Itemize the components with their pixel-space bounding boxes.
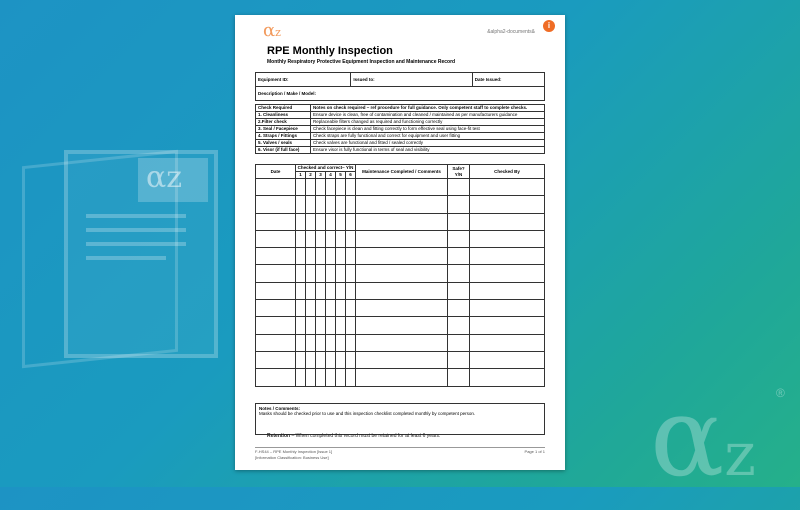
log-entry-cell[interactable] xyxy=(346,248,356,265)
log-entry-cell[interactable] xyxy=(470,282,545,299)
log-entry-cell[interactable] xyxy=(336,369,346,386)
equipment-id-field[interactable]: Equipment ID: xyxy=(256,73,351,87)
log-entry-row xyxy=(256,196,545,213)
log-entry-cell[interactable] xyxy=(316,351,326,368)
issued-to-field[interactable]: Issued to: xyxy=(351,73,472,87)
check-key: 4. Straps / Fittings xyxy=(256,133,311,140)
background-document-line xyxy=(86,256,166,260)
brand-logo: αz xyxy=(263,20,281,41)
log-entry-row xyxy=(256,351,545,368)
log-entry-cell[interactable] xyxy=(256,230,296,247)
retention-text: – When completed this record must be retained for at least 6 years. xyxy=(290,433,441,439)
log-entry-cell[interactable] xyxy=(326,351,336,368)
log-entry-cell[interactable] xyxy=(448,248,470,265)
log-entry-cell[interactable] xyxy=(336,248,346,265)
log-entry-cell[interactable] xyxy=(326,369,336,386)
log-entry-cell[interactable] xyxy=(306,334,316,351)
log-header-row xyxy=(256,165,545,172)
log-entry-cell[interactable] xyxy=(356,317,448,334)
background-document-line xyxy=(86,228,186,232)
log-entry-cell[interactable] xyxy=(448,317,470,334)
log-entry-cell[interactable] xyxy=(296,248,306,265)
footer-page-number: Page 1 of 1 xyxy=(524,449,545,454)
check-number: 3 xyxy=(316,172,326,179)
inspection-log-table xyxy=(255,164,545,387)
check-note: Check straps are fully functional and correct for equipment and user fitting xyxy=(311,133,545,140)
checked-by-header: Checked By xyxy=(470,165,545,179)
log-entry-cell[interactable] xyxy=(356,230,448,247)
log-entry-row xyxy=(256,282,545,299)
log-entry-cell[interactable] xyxy=(356,334,448,351)
log-entry-cell[interactable] xyxy=(346,369,356,386)
background-document-logo: αz xyxy=(146,160,183,195)
log-entry-cell[interactable] xyxy=(306,179,316,196)
check-key: 2.Filter check xyxy=(256,119,311,126)
log-entry-cell[interactable] xyxy=(316,265,326,282)
log-entry-cell[interactable] xyxy=(316,179,326,196)
log-entry-cell[interactable] xyxy=(470,248,545,265)
log-entry-cell[interactable] xyxy=(306,317,316,334)
check-note: Ensure device is clean, free of contamination and cleaned / maintained as per manufacturers guidance xyxy=(311,112,545,119)
retention-statement xyxy=(267,433,440,439)
log-entry-cell[interactable] xyxy=(316,300,326,317)
date-issued-field[interactable]: Date Issued: xyxy=(472,73,544,87)
log-entry-cell[interactable] xyxy=(356,213,448,230)
log-entry-cell[interactable] xyxy=(296,282,306,299)
log-entry-cell[interactable] xyxy=(356,179,448,196)
maintenance-header: Maintenance Completed / Comments xyxy=(356,165,448,179)
document-title: RPE Monthly Inspection xyxy=(267,45,393,57)
log-entry-cell[interactable] xyxy=(256,369,296,386)
checks-table xyxy=(255,104,545,154)
log-entry-cell[interactable] xyxy=(256,351,296,368)
check-note: Ensure visor is fully functional in terms of seal and visibility xyxy=(311,147,545,154)
log-entry-cell[interactable] xyxy=(346,334,356,351)
log-entry-cell[interactable] xyxy=(256,179,296,196)
safe-header xyxy=(448,165,470,179)
log-entry-row xyxy=(256,213,545,230)
footer-left xyxy=(255,449,332,461)
log-entry-row xyxy=(256,300,545,317)
log-entry-cell[interactable] xyxy=(448,351,470,368)
log-entry-row xyxy=(256,248,545,265)
log-entry-row xyxy=(256,317,545,334)
check-number: 2 xyxy=(306,172,316,179)
checked-correct-header: Checked and correct– Y/N xyxy=(296,165,356,172)
retention-label: Retention xyxy=(267,433,291,439)
log-entry-cell[interactable] xyxy=(316,213,326,230)
description-field[interactable]: Description / Make / Model: xyxy=(256,87,545,101)
check-number: 5 xyxy=(336,172,346,179)
log-entry-cell[interactable] xyxy=(256,334,296,351)
log-entry-cell[interactable] xyxy=(296,230,306,247)
log-entry-cell[interactable] xyxy=(296,300,306,317)
log-entry-cell[interactable] xyxy=(448,265,470,282)
log-entry-cell[interactable] xyxy=(448,196,470,213)
log-entry-cell[interactable] xyxy=(346,351,356,368)
footer-classification: [Information Classification: Business Use] xyxy=(255,455,329,460)
log-entry-cell[interactable] xyxy=(326,317,336,334)
log-entry-cell[interactable] xyxy=(356,300,448,317)
log-entry-cell[interactable] xyxy=(356,282,448,299)
log-entry-cell[interactable] xyxy=(306,196,316,213)
log-entry-cell[interactable] xyxy=(346,230,356,247)
header-fields-table xyxy=(255,72,545,101)
log-entry-cell[interactable] xyxy=(316,282,326,299)
log-entry-cell[interactable] xyxy=(326,282,336,299)
log-entry-cell[interactable] xyxy=(336,351,346,368)
log-entry-cell[interactable] xyxy=(296,179,306,196)
log-entry-cell[interactable] xyxy=(326,230,336,247)
safe-header-line: Safe? xyxy=(452,165,465,171)
check-row xyxy=(256,119,545,126)
log-entry-cell[interactable] xyxy=(256,265,296,282)
check-key: 1. Cleanliness xyxy=(256,112,311,119)
footer-divider xyxy=(255,447,545,448)
checks-header-row xyxy=(256,105,545,112)
log-entry-cell[interactable] xyxy=(448,213,470,230)
check-note: Replaceable filters changed as required and functioning correctly xyxy=(311,119,545,126)
log-entry-cell[interactable] xyxy=(336,317,346,334)
check-row xyxy=(256,126,545,133)
log-entry-cell[interactable] xyxy=(326,300,336,317)
log-entry-cell[interactable] xyxy=(326,213,336,230)
log-entry-cell[interactable] xyxy=(296,317,306,334)
notes-table xyxy=(255,403,545,435)
log-entry-cell[interactable] xyxy=(336,265,346,282)
log-entry-cell[interactable] xyxy=(470,230,545,247)
log-entry-row xyxy=(256,265,545,282)
log-entry-cell[interactable] xyxy=(306,282,316,299)
log-entry-cell[interactable] xyxy=(470,351,545,368)
log-entry-cell[interactable] xyxy=(470,300,545,317)
notes-text: Masks should be checked prior to use and this inspection checklist completed monthly by competent person. xyxy=(259,411,476,416)
log-entry-row xyxy=(256,230,545,247)
check-key: 6. Visor (if full face) xyxy=(256,147,311,154)
log-entry-cell[interactable] xyxy=(346,213,356,230)
log-entry-cell[interactable] xyxy=(336,282,346,299)
log-entry-cell[interactable] xyxy=(346,265,356,282)
check-number: 6 xyxy=(346,172,356,179)
log-entry-cell[interactable] xyxy=(316,369,326,386)
log-entry-cell[interactable] xyxy=(256,213,296,230)
check-row xyxy=(256,140,545,147)
log-entry-cell[interactable] xyxy=(316,248,326,265)
log-entry-cell[interactable] xyxy=(346,196,356,213)
log-entry-cell[interactable] xyxy=(470,317,545,334)
log-entry-cell[interactable] xyxy=(306,300,316,317)
log-entry-cell[interactable] xyxy=(448,300,470,317)
log-entry-cell[interactable] xyxy=(336,179,346,196)
log-entry-cell[interactable] xyxy=(326,179,336,196)
log-entry-cell[interactable] xyxy=(448,179,470,196)
log-entry-cell[interactable] xyxy=(256,282,296,299)
checks-header-notes: Notes on check required – ref procedure for full guidance. Only competent staff to complete checks. xyxy=(311,105,545,112)
log-entry-cell[interactable] xyxy=(306,248,316,265)
check-row xyxy=(256,147,545,154)
log-entry-cell[interactable] xyxy=(346,317,356,334)
check-key: 3. Seal / Facepiece xyxy=(256,126,311,133)
log-entry-cell[interactable] xyxy=(306,369,316,386)
log-entry-cell[interactable] xyxy=(316,230,326,247)
notes-heading: Notes / Comments: xyxy=(259,406,301,411)
footer-doc-ref: F-HS44 – RPE Monthly Inspection [Issue 1] xyxy=(255,449,333,454)
background-document-line xyxy=(86,242,186,246)
log-entry-cell[interactable] xyxy=(470,213,545,230)
log-entry-cell[interactable] xyxy=(296,369,306,386)
log-entry-row xyxy=(256,369,545,386)
log-entry-cell[interactable] xyxy=(326,334,336,351)
log-entry-cell[interactable] xyxy=(448,334,470,351)
log-entry-cell[interactable] xyxy=(306,351,316,368)
log-entry-cell[interactable] xyxy=(296,196,306,213)
check-key: 5. Valves / seals xyxy=(256,140,311,147)
log-entry-cell[interactable] xyxy=(316,334,326,351)
background-document-line xyxy=(86,214,186,218)
log-entry-cell[interactable] xyxy=(448,369,470,386)
check-row xyxy=(256,112,545,119)
log-entry-cell[interactable] xyxy=(316,317,326,334)
check-number: 1 xyxy=(296,172,306,179)
log-entry-cell[interactable] xyxy=(470,334,545,351)
log-entry-cell[interactable] xyxy=(256,248,296,265)
check-number: 4 xyxy=(326,172,336,179)
log-entry-cell[interactable] xyxy=(356,196,448,213)
log-entry-cell[interactable] xyxy=(296,351,306,368)
log-entry-cell[interactable] xyxy=(336,300,346,317)
log-entry-cell[interactable] xyxy=(256,196,296,213)
log-entry-row xyxy=(256,334,545,351)
background-brand-logo: αz xyxy=(650,373,756,501)
background-document-icon xyxy=(64,150,218,358)
log-entry-cell[interactable] xyxy=(256,317,296,334)
log-entry-cell[interactable] xyxy=(470,179,545,196)
check-note: Check facepiece is clean and fitting correctly to form effective seal using face-fit test xyxy=(311,126,545,133)
log-entry-cell[interactable] xyxy=(356,265,448,282)
log-entry-cell[interactable] xyxy=(336,334,346,351)
log-entry-cell[interactable] xyxy=(470,196,545,213)
registered-mark: ® xyxy=(776,386,785,400)
log-entry-cell[interactable] xyxy=(296,334,306,351)
log-entry-cell[interactable] xyxy=(346,300,356,317)
check-row xyxy=(256,133,545,140)
log-entry-cell[interactable] xyxy=(448,282,470,299)
log-entry-cell[interactable] xyxy=(256,300,296,317)
log-entry-cell[interactable] xyxy=(356,369,448,386)
log-entry-cell[interactable] xyxy=(296,265,306,282)
log-entry-cell[interactable] xyxy=(346,282,356,299)
info-icon[interactable]: i xyxy=(543,20,555,32)
log-entry-cell[interactable] xyxy=(356,248,448,265)
check-note: Check valves are functional and fitted / sealed correctly xyxy=(311,140,545,147)
log-entry-cell[interactable] xyxy=(326,196,336,213)
brand-site: &alpha2-documents& xyxy=(487,29,535,35)
log-entry-cell[interactable] xyxy=(336,213,346,230)
checks-header-key: Check Required xyxy=(256,105,311,112)
log-entry-row xyxy=(256,179,545,196)
log-entry-cell[interactable] xyxy=(356,351,448,368)
log-entry-cell[interactable] xyxy=(306,213,316,230)
log-entry-cell[interactable] xyxy=(326,248,336,265)
document-page xyxy=(235,15,565,470)
document-subtitle: Monthly Respiratory Protective Equipment Inspection and Maintenance Record xyxy=(267,59,456,65)
log-entry-cell[interactable] xyxy=(296,213,306,230)
log-entry-cell[interactable] xyxy=(316,196,326,213)
safe-header-line: Y/N xyxy=(454,171,463,177)
notes-cell[interactable] xyxy=(256,404,545,435)
log-entry-cell[interactable] xyxy=(448,230,470,247)
log-entry-cell[interactable] xyxy=(326,265,336,282)
log-entry-cell[interactable] xyxy=(470,265,545,282)
log-entry-cell[interactable] xyxy=(306,230,316,247)
date-header: Date xyxy=(256,165,296,179)
log-entry-cell[interactable] xyxy=(336,230,346,247)
log-entry-cell[interactable] xyxy=(346,179,356,196)
log-entry-cell[interactable] xyxy=(470,369,545,386)
log-entry-cell[interactable] xyxy=(306,265,316,282)
log-entry-cell[interactable] xyxy=(336,196,346,213)
